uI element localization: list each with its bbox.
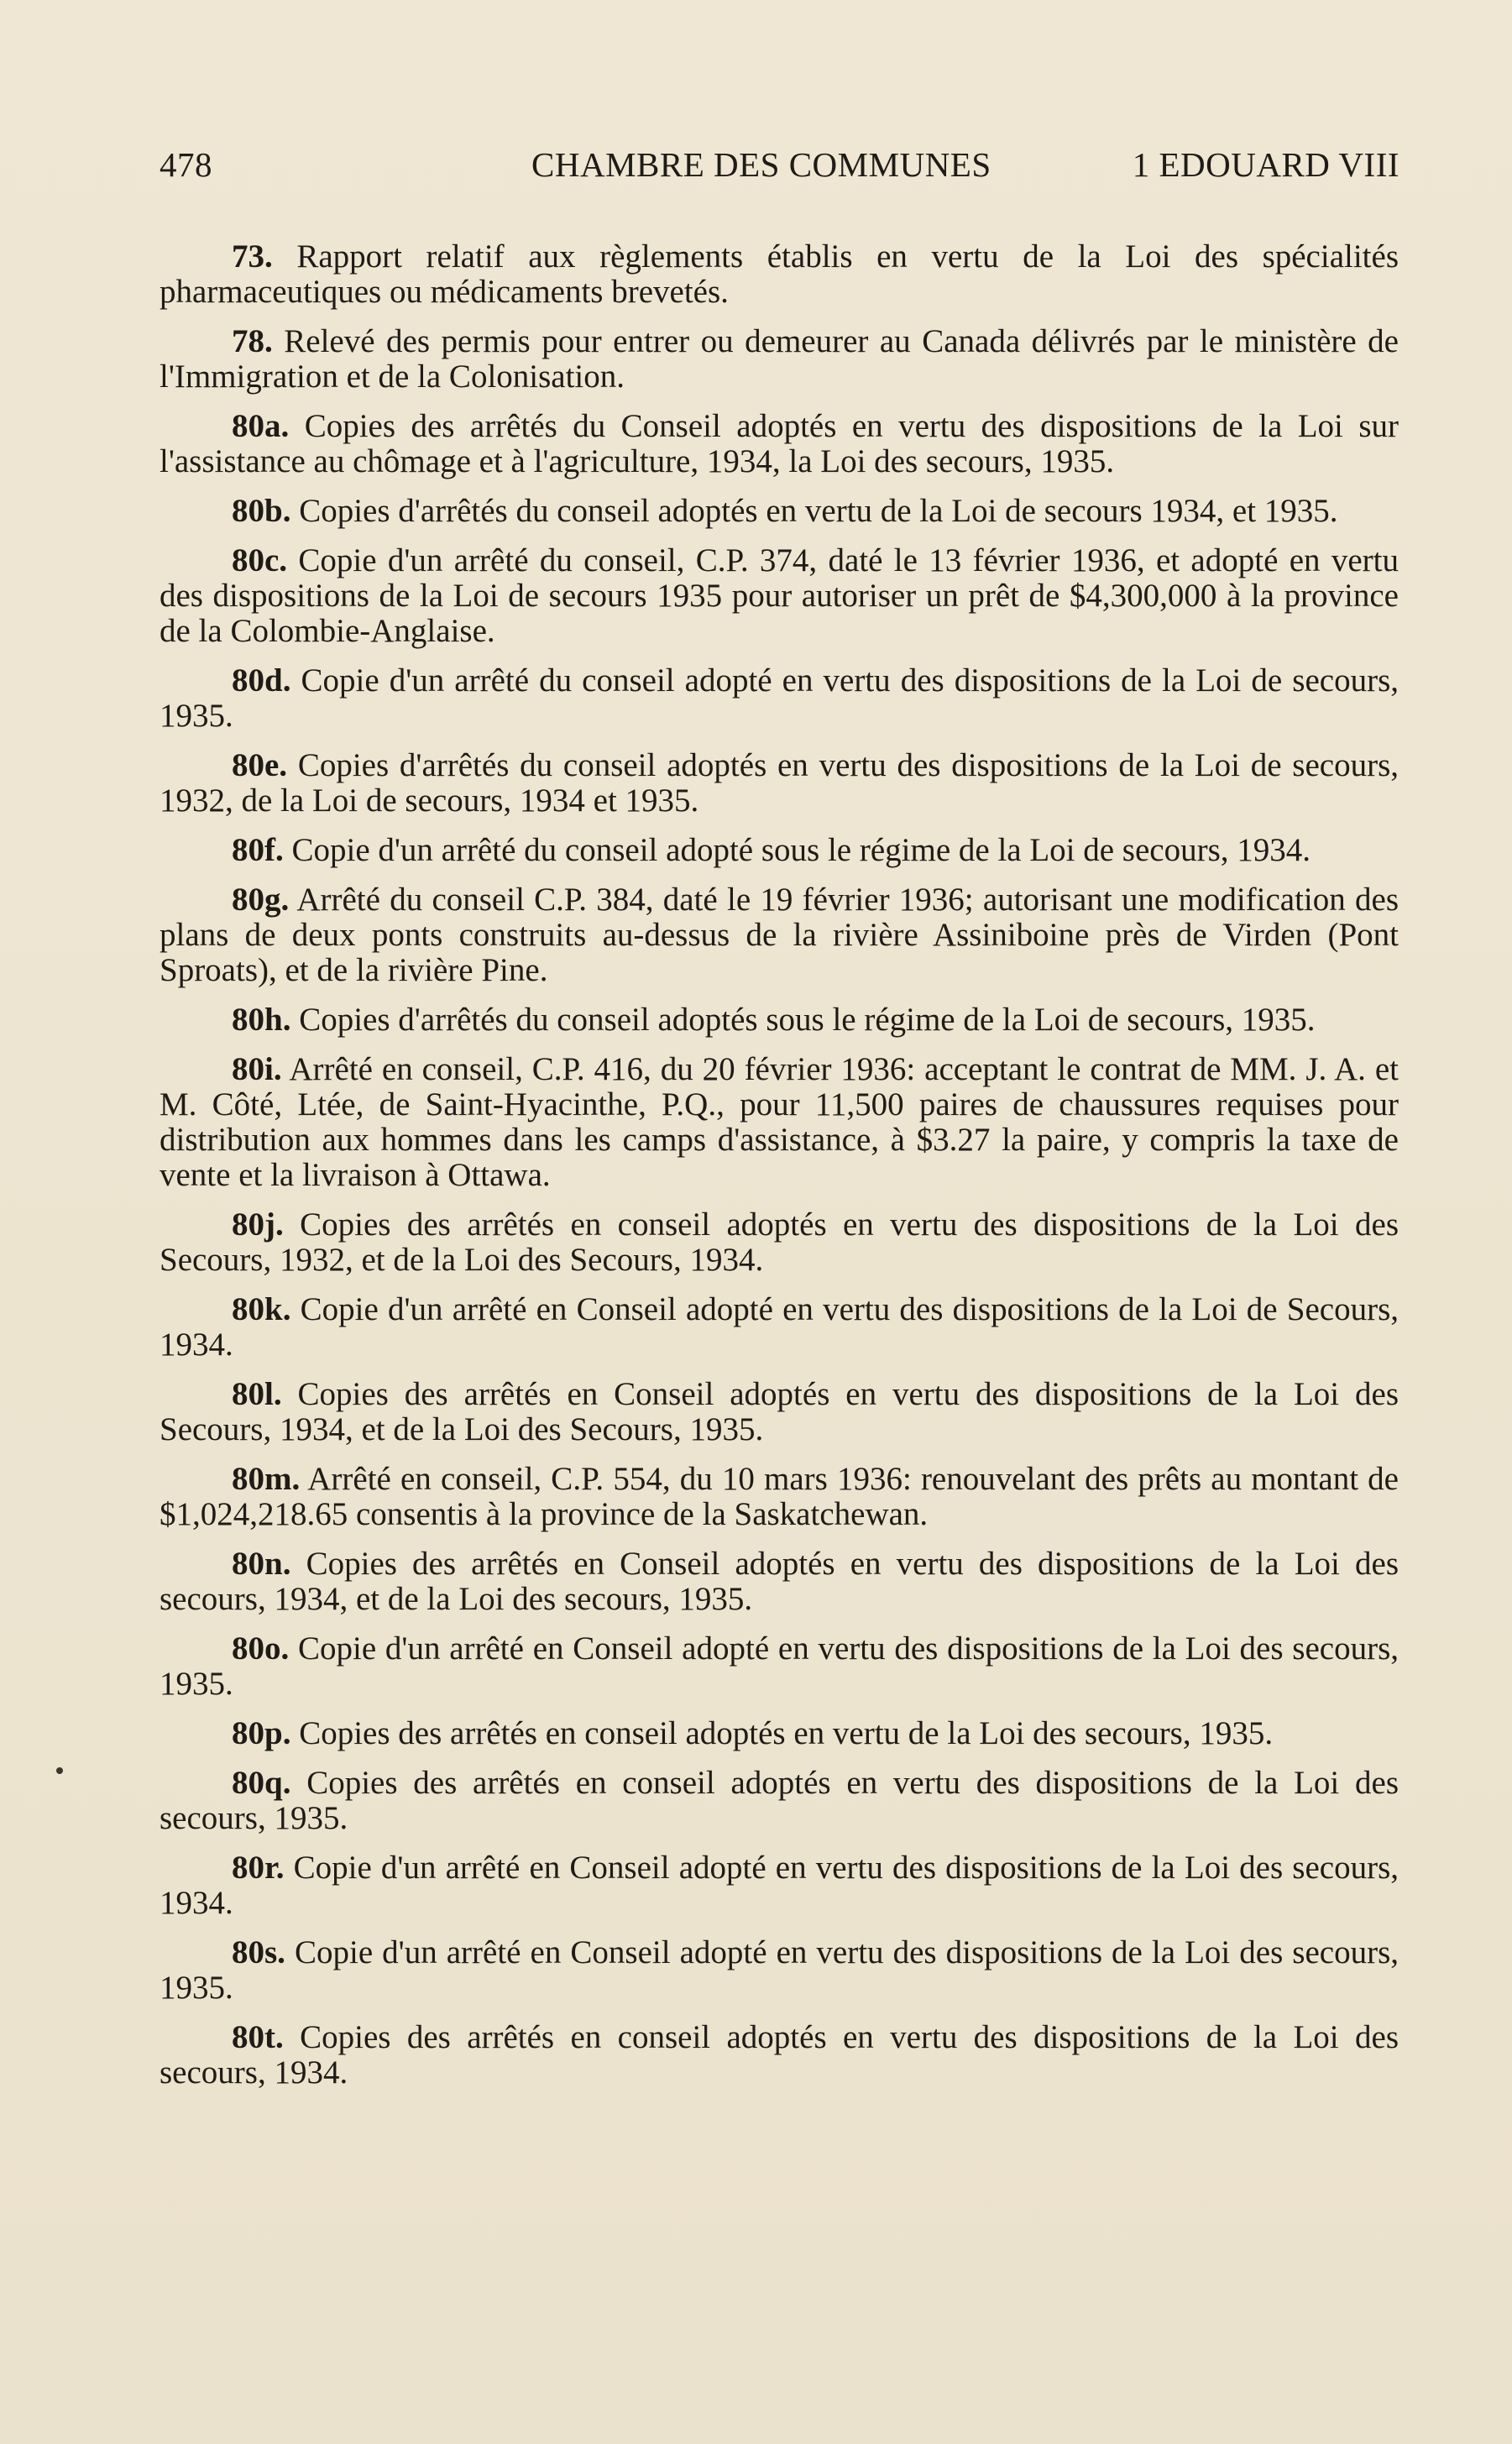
entry-80l — [160, 1377, 1399, 1447]
margin-mark — [56, 1767, 63, 1774]
entry-text: Copie d'un arrêté en Conseil adopté en vertu des dispositions de la Loi des secours, 1935. — [160, 1934, 1400, 2006]
entry-number: 80m. — [232, 1461, 301, 1497]
entry-80m — [160, 1462, 1399, 1532]
entry-80b — [160, 494, 1399, 529]
entry-number: 80d. — [232, 662, 291, 699]
entry-80f — [160, 833, 1399, 868]
entry-number: 80r. — [232, 1850, 285, 1886]
entry-text: Copie d'un arrêté du conseil adopté sous le régime de la Loi de secours, 1934. — [291, 832, 1311, 868]
entry-80s — [160, 1935, 1399, 2006]
page-header — [160, 144, 1400, 195]
entry-number: 80j. — [232, 1206, 284, 1243]
entry-number: 80i. — [232, 1051, 282, 1087]
entry-80k — [160, 1292, 1399, 1363]
entry-number: 80n. — [232, 1546, 291, 1582]
entry-text: Copies des arrêtés en conseil adoptés en vertu des dispositions de la Loi des secours, 1934. — [160, 2019, 1399, 2091]
entry-text: Arrêté en conseil, C.P. 416, du 20 février 1936: acceptant le contrat de MM. J. A. et M. Côté, Ltée, de Saint-Hyacinthe, P.Q., pour 11,500 paires de chaussures requises pour distribution aux hommes dans les camps d'assistance, à $3.27 la paire, y compris la taxe de vente et la livraison à Ottawa. — [160, 1051, 1399, 1193]
entry-text: Copie d'un arrêté du conseil, C.P. 374, daté le 13 février 1936, et adopté en vertu des dispositions de la Loi de secours 1935 pour autoriser un prêt de $4,300,000 à la province de la Colombie-Anglaise. — [160, 542, 1400, 649]
entry-text: Copies des arrêtés en conseil adoptés en vertu des dispositions de la Loi des secours, 1935. — [160, 1765, 1399, 1836]
entry-80i — [160, 1052, 1399, 1193]
entry-text: Copies d'arrêtés du conseil adoptés sous le régime de la Loi de secours, 1935. — [299, 1002, 1316, 1038]
running-title: CHAMBRE DES COMMUNES — [531, 145, 991, 184]
entry-list — [160, 239, 1399, 2105]
entry-80t — [160, 2020, 1399, 2091]
entry-text: Arrêté du conseil C.P. 384, daté le 19 février 1936; autorisant une modification des plans de deux ponts construits au-dessus de la rivière Assiniboine près de Virden (Pont Sproats), et de la rivière Pine. — [160, 882, 1400, 988]
entry-text: Copies des arrêtés en Conseil adoptés en vertu des dispositions de la Loi des Secours, 1934, et de la Loi des Secours, 1935. — [160, 1376, 1399, 1447]
entry-text: Copies des arrêtés du Conseil adoptés en vertu des dispositions de la Loi sur l'assistance au chômage et à l'agriculture, 1934, la Loi des secours, 1935. — [160, 408, 1399, 479]
entry-text: Arrêté en conseil, C.P. 554, du 10 mars 1936: renouvelant des prêts au montant de $1,024,218.65 consentis à la province de la Saskatchewan. — [160, 1461, 1399, 1532]
entry-text: Rapport relatif aux règlements établis en vertu de la Loi des spécialités pharmaceutiques ou médicaments brevetés. — [160, 238, 1400, 310]
entry-number: 80h. — [232, 1002, 291, 1038]
entry-80h — [160, 1002, 1399, 1038]
entry-80a — [160, 409, 1399, 479]
entry-number: 80q. — [232, 1765, 291, 1801]
entry-number: 80c. — [232, 542, 288, 578]
entry-78 — [160, 324, 1399, 395]
entry-number: 80f. — [232, 832, 284, 868]
entry-number: 80e. — [232, 747, 288, 783]
entry-80n — [160, 1546, 1399, 1617]
entry-text: Relevé des permis pour entrer ou demeurer au Canada délivrés par le ministère de l'Immigration et de la Colonisation. — [160, 323, 1399, 395]
entry-80j — [160, 1207, 1399, 1278]
entry-text: Copie d'un arrêté en Conseil adopté en vertu des dispositions de la Loi des secours, 1934. — [160, 1850, 1399, 1921]
entry-number: 80o. — [232, 1630, 290, 1667]
session-label: 1 EDOUARD VIII — [1132, 145, 1400, 184]
entry-text: Copies d'arrêtés du conseil adoptés en vertu de la Loi de secours 1934, et 1935. — [299, 493, 1338, 529]
entry-text: Copies des arrêtés en conseil adoptés en vertu des dispositions de la Loi des Secours, 1932, et de la Loi des Secours, 1934. — [160, 1206, 1399, 1278]
entry-73 — [160, 239, 1399, 310]
entry-80o — [160, 1631, 1399, 1702]
entry-80p — [160, 1716, 1399, 1751]
entry-text: Copie d'un arrêté en Conseil adopté en vertu des dispositions de la Loi des secours, 1935. — [160, 1630, 1400, 1702]
entry-number: 80l. — [232, 1376, 282, 1412]
entry-number: 80k. — [232, 1291, 291, 1327]
entry-80e — [160, 748, 1399, 819]
entry-text: Copies des arrêtés en conseil adoptés en vertu de la Loi des secours, 1935. — [299, 1715, 1274, 1751]
entry-text: Copies des arrêtés en Conseil adoptés en vertu des dispositions de la Loi des secours, 1934, et de la Loi des secours, 1935. — [160, 1546, 1400, 1617]
entry-80r — [160, 1850, 1399, 1921]
entry-80c — [160, 543, 1399, 649]
entry-80q — [160, 1766, 1399, 1836]
entry-number: 73. — [232, 238, 273, 275]
entry-text: Copies d'arrêtés du conseil adoptés en vertu des dispositions de la Loi de secours, 1932, de la Loi de secours, 1934 et 1935. — [160, 747, 1399, 819]
entry-number: 80a. — [232, 408, 290, 444]
entry-text: Copie d'un arrêté en Conseil adopté en vertu des dispositions de la Loi de Secours, 1934. — [160, 1291, 1399, 1363]
page-number: 478 — [160, 145, 212, 184]
entry-number: 78. — [232, 323, 273, 359]
entry-number: 80g. — [232, 882, 290, 918]
entry-number: 80s. — [232, 1934, 285, 1970]
entry-text: Copie d'un arrêté du conseil adopté en vertu des dispositions de la Loi de secours, 1935. — [160, 662, 1400, 734]
entry-number: 80p. — [232, 1715, 291, 1751]
entry-number: 80t. — [232, 2019, 284, 2055]
entry-80g — [160, 882, 1399, 988]
entry-number: 80b. — [232, 493, 291, 529]
entry-80d — [160, 663, 1399, 734]
